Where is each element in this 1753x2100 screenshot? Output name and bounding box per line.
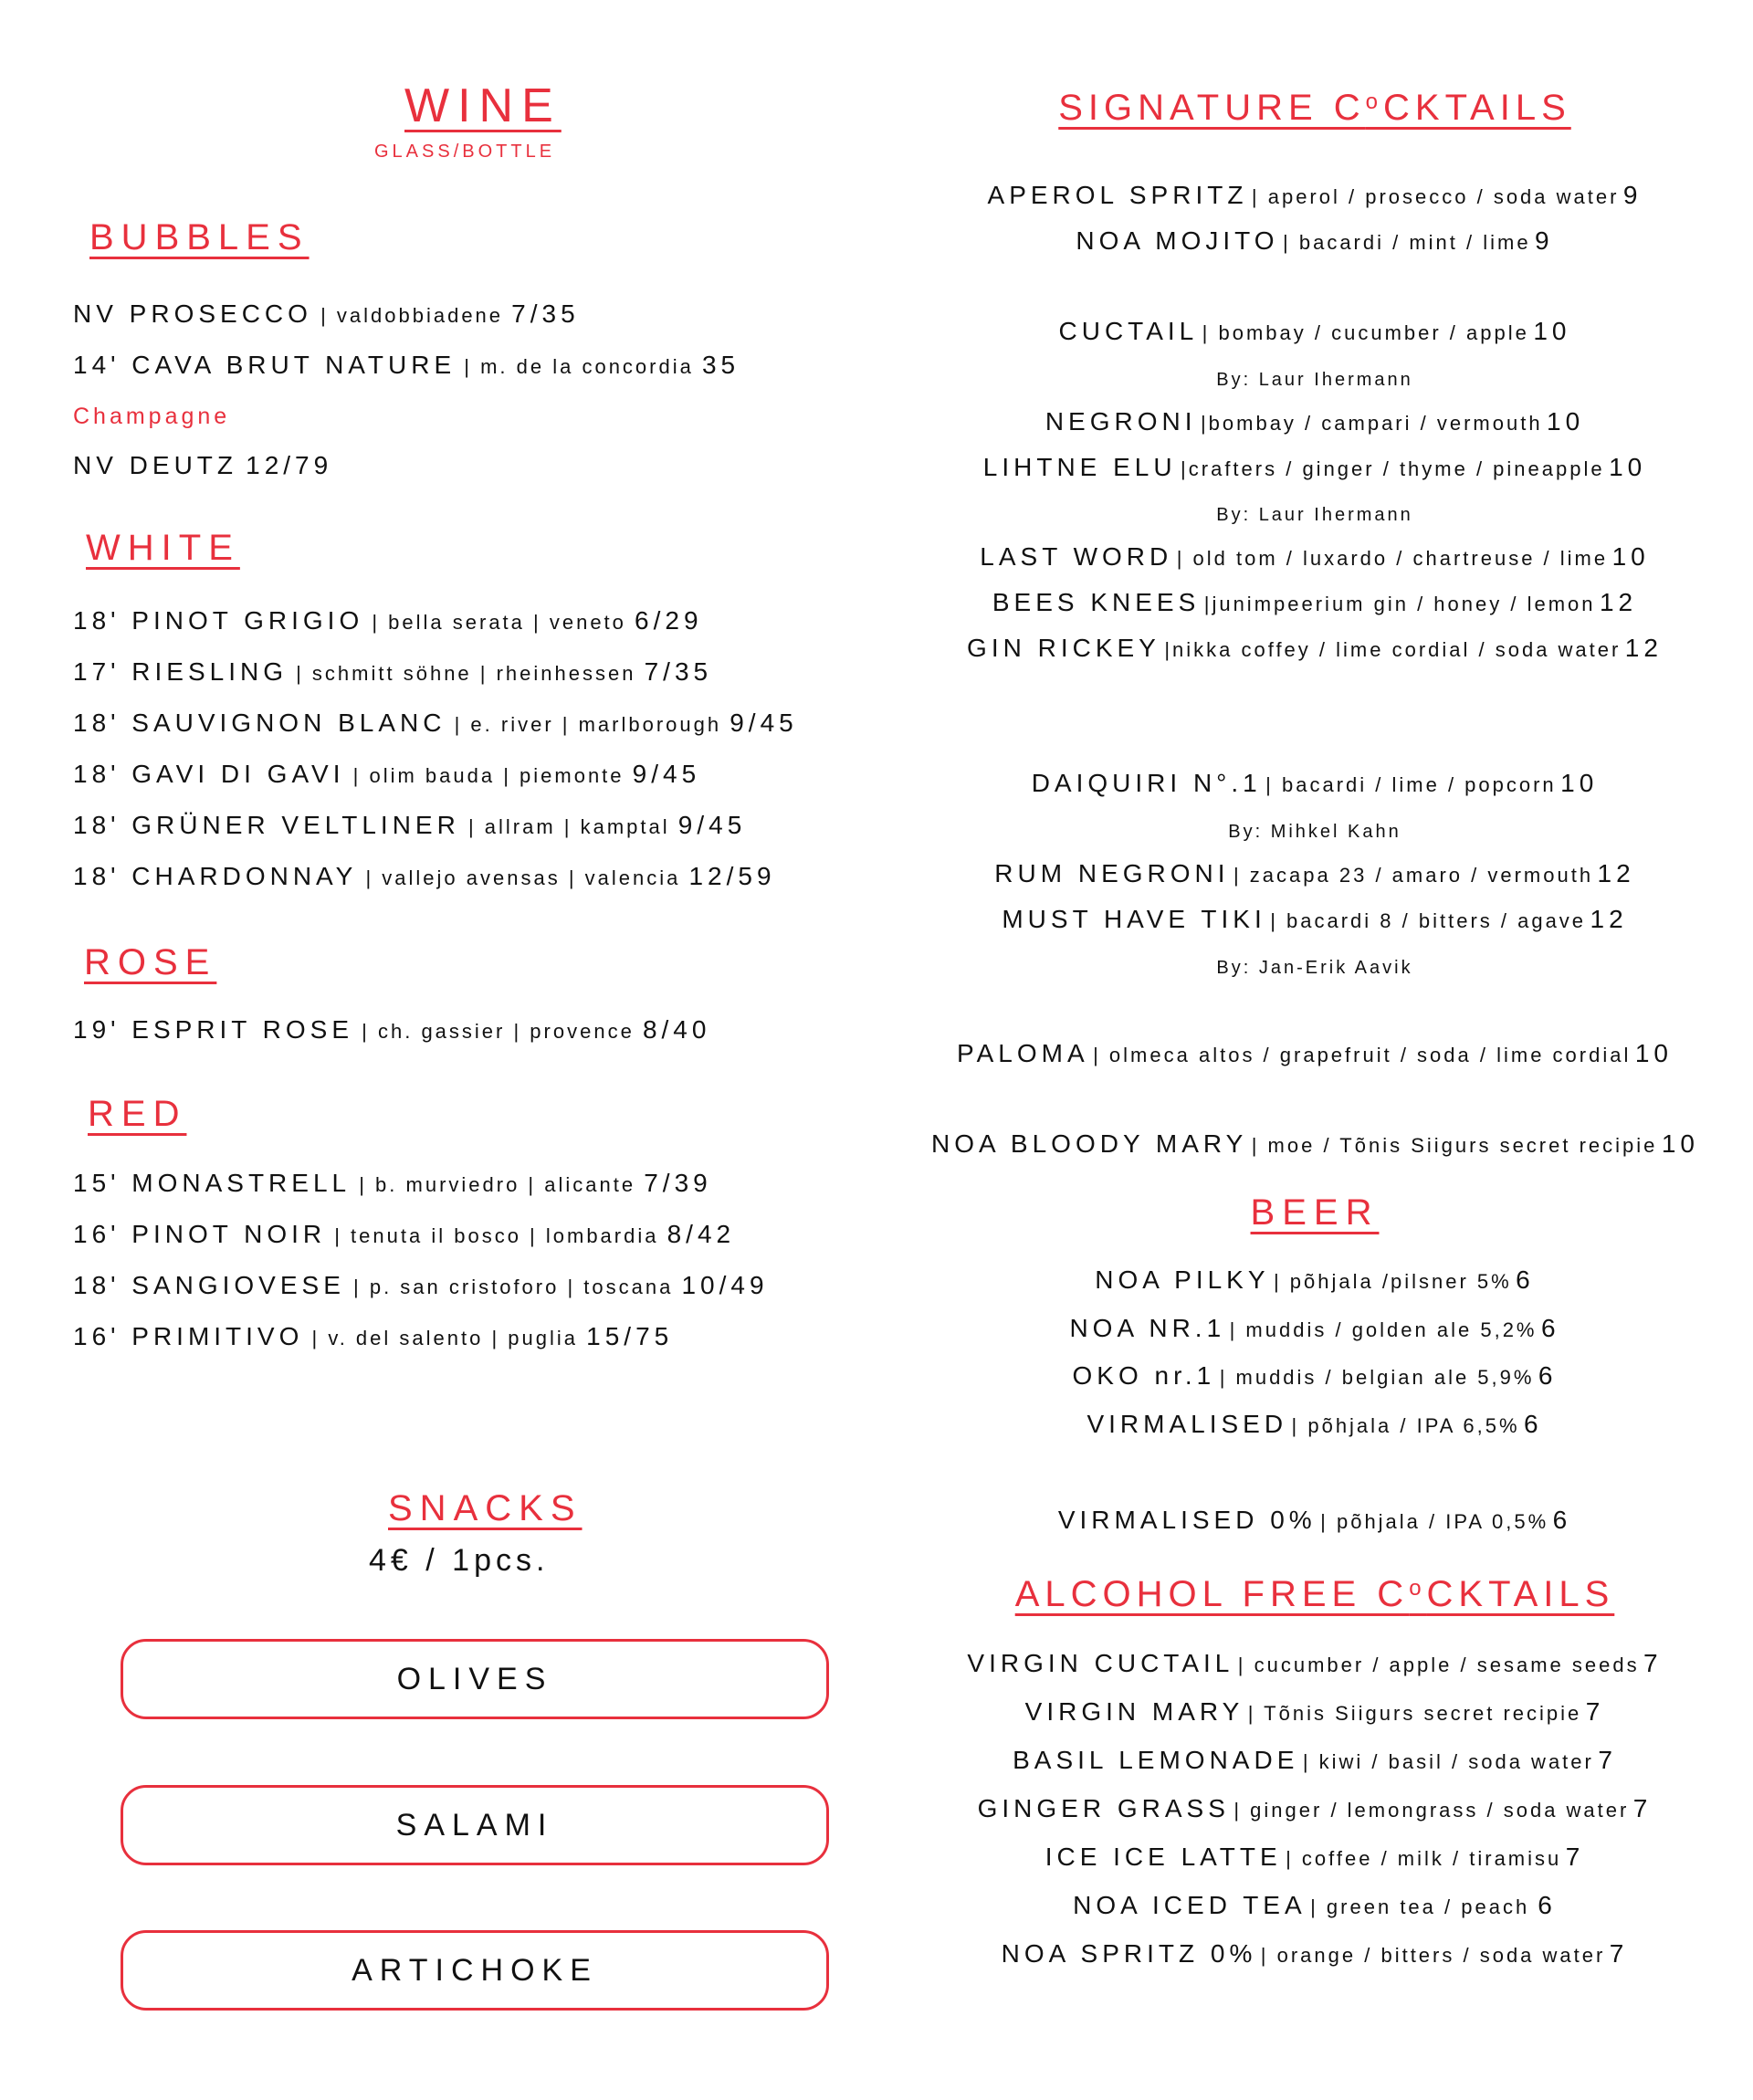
wine-item: 18' PINOT GRIGIO | bella serata | veneto 6/29 [73, 606, 703, 635]
alcohol-free-item: NOA SPRITZ 0% | orange / bitters / soda water 7 [1001, 1939, 1629, 1968]
snacks-title: SNACKS [388, 1488, 583, 1528]
wine-item: 18' SAUVIGNON BLANC | e. river | marlborough 9/45 [73, 709, 798, 737]
cocktail-item: RUM NEGRONI | zacapa 23 / amaro / vermouth 12 [994, 859, 1635, 887]
cocktail-item: CUCTAIL | bombay / cucumber / apple 10 [1058, 317, 1571, 345]
beer-title: BEER [1250, 1192, 1380, 1233]
wine-item: 17' RIESLING | schmitt söhne | rheinhessen 7/35 [73, 657, 713, 686]
cocktail-author: By: Jan-Erik Aavik [1216, 958, 1413, 978]
cocktail-item: BEES KNEES |junimpeerium gin / honey / lemon 12 [992, 588, 1638, 616]
alcohol-free-item: VIRGIN CUCTAIL | cucumber / apple / sesame seeds 7 [967, 1649, 1663, 1677]
wine-item: NV PROSECCO | valdobbiadene 7/35 [73, 299, 580, 328]
cocktail-item: LAST WORD | old tom / luxardo / chartreuse / lime 10 [980, 542, 1650, 571]
wine-item: 14' CAVA BRUT NATURE | m. de la concordia 35 [73, 351, 740, 379]
section-title-white: WHITE [86, 528, 240, 568]
wine-item: 18' CHARDONNAY | vallejo avensas | valencia 12/59 [73, 862, 776, 890]
cocktail-item: NOA BLOODY MARY | moe / Tõnis Siigurs secret recipie 10 [931, 1129, 1700, 1158]
wine-item: 16' PRIMITIVO | v. del salento | puglia 15/75 [73, 1322, 674, 1350]
cocktail-item: PALOMA | olmeca altos / grapefruit / soda / lime cordial 10 [957, 1039, 1673, 1067]
beer-item: VIRMALISED 0% | põhjala / IPA 0,5% 6 [1057, 1506, 1572, 1534]
wine-item: 16' PINOT NOIR | tenuta il bosco | lombardia 8/42 [73, 1220, 736, 1248]
alcohol-free-item: ICE ICE LATTE | coffee / milk / tiramisu 7 [1044, 1843, 1585, 1871]
cocktail-item: NEGRONI |bombay / campari / vermouth 10 [1044, 407, 1585, 436]
cocktail-author: By: Mihkel Kahn [1228, 822, 1401, 842]
signature-cocktails-title: SIGNATURE $C^oCKTAILS$ [1058, 88, 1571, 128]
wine-item: 19' ESPRIT ROSE | ch. gassier | provence 8/40 [73, 1015, 711, 1044]
section-title-bubbles: BUBBLES [89, 217, 310, 257]
snack-item-olives: OLIVES [121, 1639, 829, 1719]
wine-item: 15' MONASTRELL | b. murviedro | alicante 7/39 [73, 1169, 712, 1197]
snack-item-artichoke: ARTICHOKE [121, 1930, 829, 2011]
alcohol-free-item: GINGER GRASS | ginger / lemongrass / soda water 7 [977, 1794, 1653, 1822]
cocktail-author: By: Laur Ihermann [1216, 370, 1413, 390]
champagne-label: Champagne [73, 404, 231, 429]
beer-item: VIRMALISED | põhjala / IPA 6,5% 6 [1086, 1410, 1543, 1438]
section-title-red: RED [88, 1094, 187, 1134]
wine-subtitle: GLASS/BOTTLE [374, 142, 556, 162]
wine-item: NV DEUTZ 12/79 [73, 451, 333, 479]
section-title-rose: ROSE [84, 942, 217, 982]
cocktail-author: By: Laur Ihermann [1216, 505, 1413, 525]
cocktail-item: DAIQUIRI N°.1 | bacardi / lime / popcorn 10 [1031, 769, 1599, 797]
alcohol-free-item: VIRGIN MARY | Tõnis Siigurs secret recipie 7 [1024, 1697, 1605, 1726]
cocktail-item: GIN RICKEY |nikka coffey / lime cordial / soda water 12 [967, 634, 1663, 662]
wine-title: WINE [404, 79, 562, 132]
alcohol-free-cocktails-title: ALCOHOL FREE $C^oCKTAILS$ [1014, 1574, 1615, 1614]
cocktail-item: APEROL SPRITZ | aperol / prosecco / soda water 9 [987, 181, 1643, 209]
cocktail-item: LIHTNE ELU |crafters / ginger / thyme / pineapple 10 [982, 453, 1647, 481]
cocktail-item: NOA MOJITO | bacardi / mint / lime 9 [1076, 226, 1554, 255]
snack-item-salami: SALAMI [121, 1785, 829, 1865]
alcohol-free-item: BASIL LEMONADE | kiwi / basil / soda water 7 [1013, 1746, 1617, 1774]
wine-item: 18' GRÜNER VELTLINER | allram | kamptal 9/45 [73, 811, 747, 839]
beer-item: NOA PILKY | põhjala /pilsner 5% 6 [1095, 1265, 1535, 1294]
beer-item: NOA NR.1 | muddis / golden ale 5,2% 6 [1069, 1314, 1560, 1342]
wine-item: 18' SANGIOVESE | p. san cristoforo | toscana 10/49 [73, 1271, 769, 1299]
cocktail-item: MUST HAVE TIKI | bacardi 8 / bitters / agave 12 [1002, 905, 1628, 933]
snacks-price: 4€ / 1pcs. [369, 1543, 550, 1578]
alcohol-free-item: NOA ICED TEA | green tea / peach 6 [1073, 1891, 1557, 1919]
beer-item: OKO nr.1 | muddis / belgian ale 5,9% 6 [1072, 1361, 1558, 1390]
wine-item: 18' GAVI DI GAVI | olim bauda | piemonte 9/45 [73, 760, 701, 788]
